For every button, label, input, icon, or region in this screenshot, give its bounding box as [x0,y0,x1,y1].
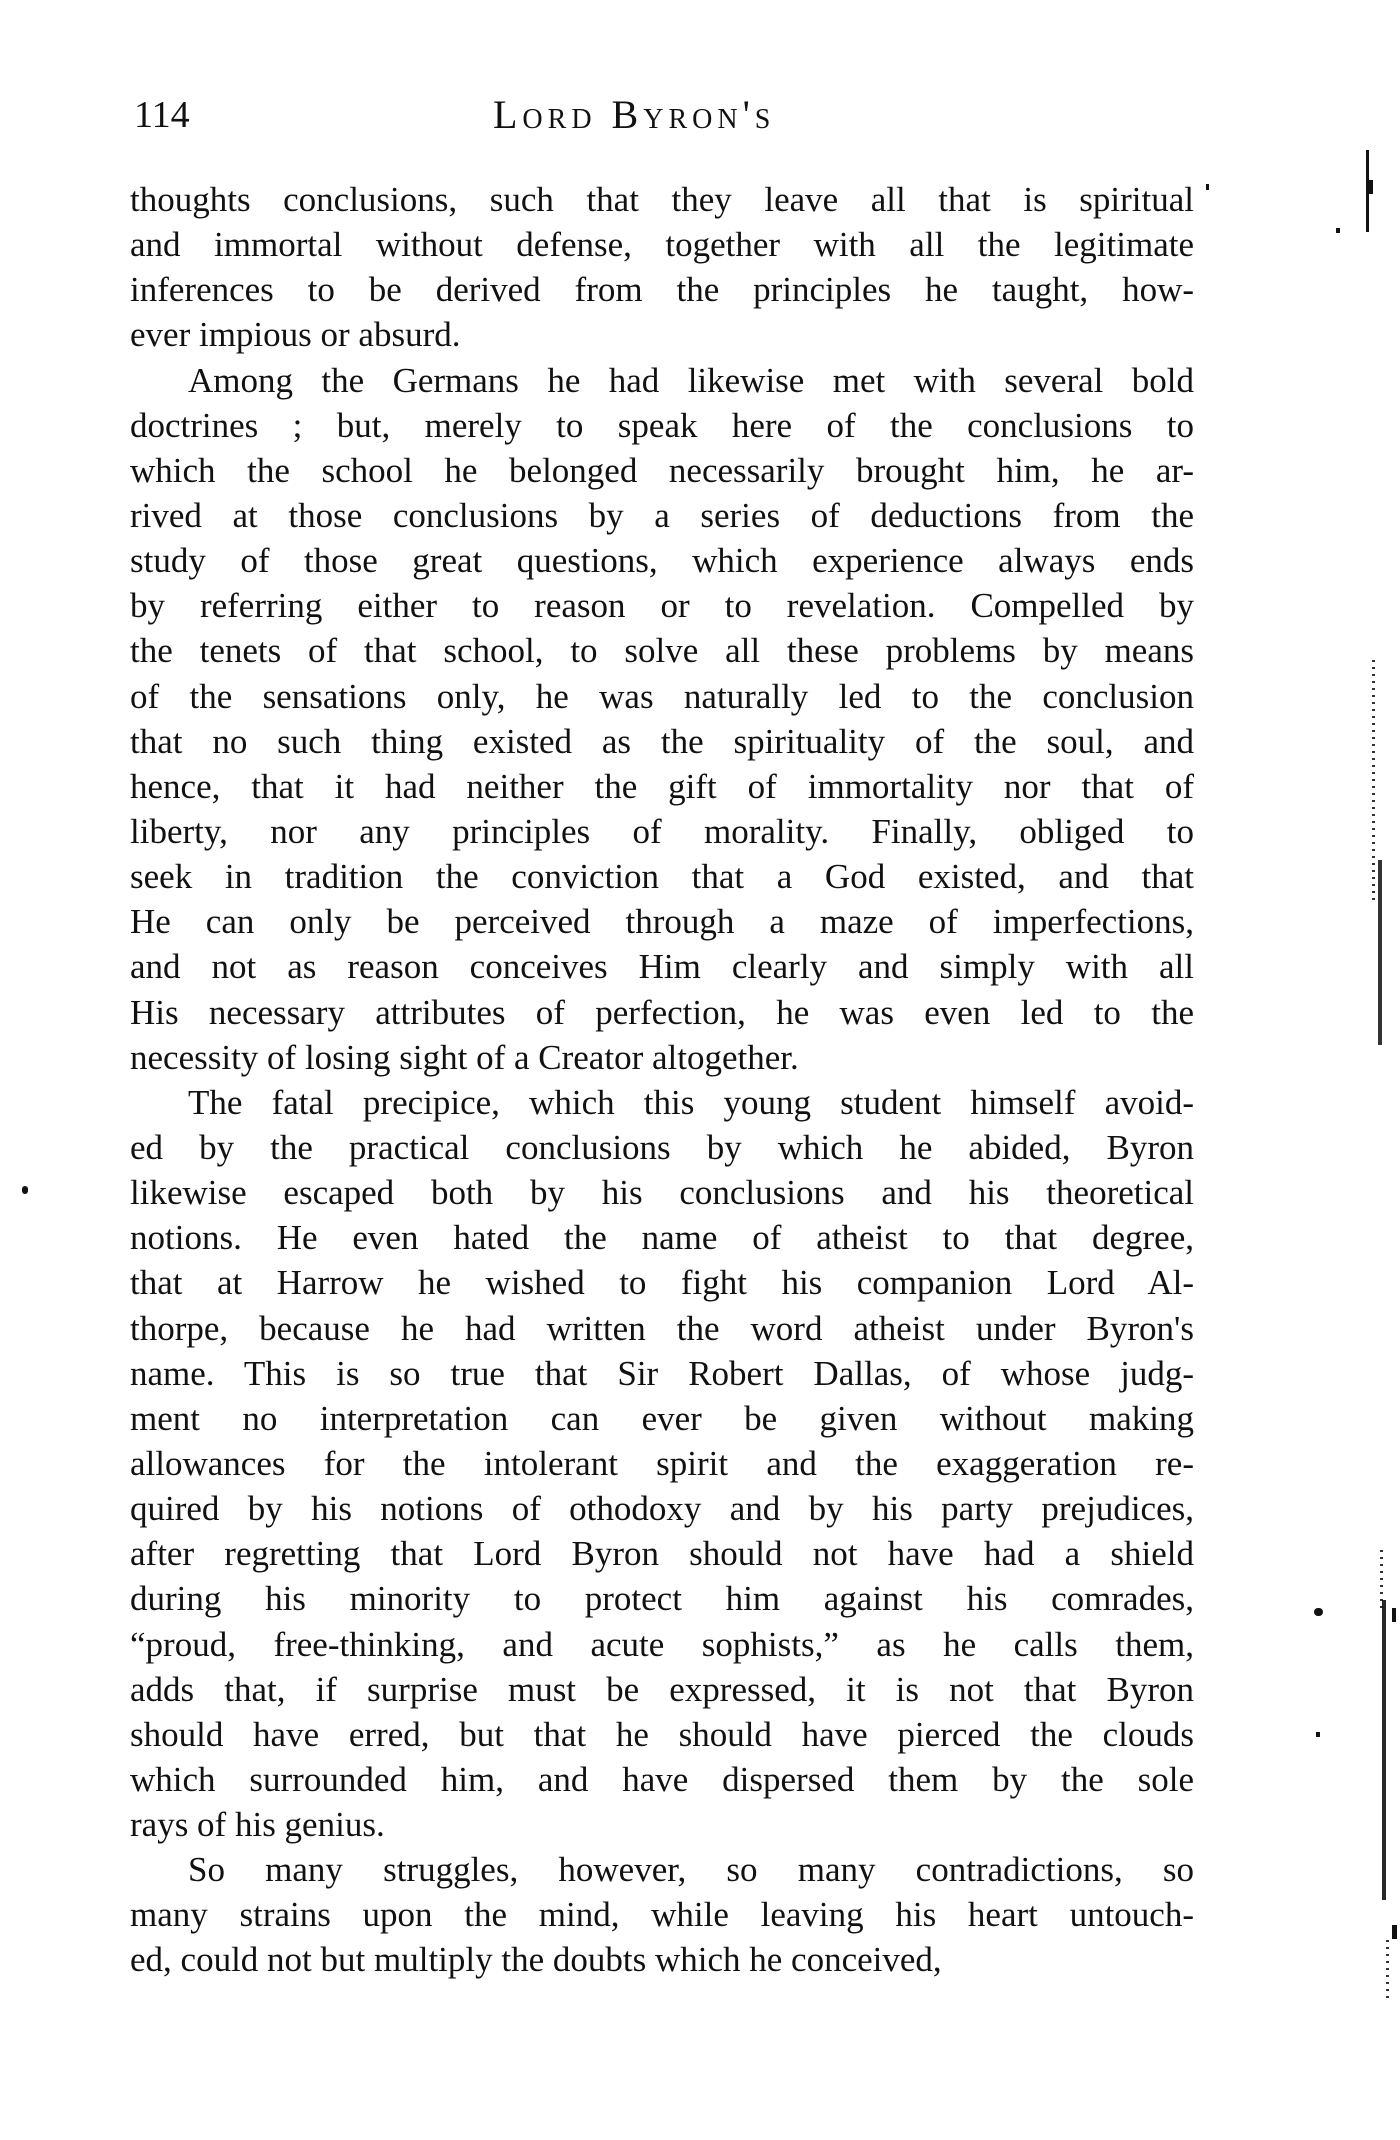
text-line: which the school he belonged necessarily brought him, he ar- [130,450,1194,490]
text-line: Among the Germans he had likewise met with several bold [188,360,1194,400]
text-line: adds that, if surprise must be expressed, it is not that Byron [130,1669,1194,1709]
scan-speck [1206,184,1209,190]
text-line: rived at those conclusions by a series of deductions from the [130,495,1194,535]
text-line: that at Harrow he wished to fight his companion Lord Al- [130,1263,1194,1303]
text-line: thoughts conclusions, such that they leave all that is spiritual [130,180,1194,219]
text-line: necessity of losing sight of a Creator altogether. [130,1037,799,1077]
scan-speck [1336,228,1340,233]
text-line: ed, could not but multiply the doubts which he conceived, [130,1940,942,1980]
text-line: seek in tradition the conviction that a God existed, and that [130,857,1194,897]
text-line: after regretting that Lord Byron should not have had a shield [130,1534,1194,1574]
text-line: “proud, free-thinking, and acute sophists,” as he calls them, [130,1624,1194,1664]
scan-speck [1316,1732,1320,1737]
text-line: doctrines ; but, merely to speak here of the conclusions to [130,405,1194,445]
text-line: rays of his genius. [130,1805,385,1845]
text-line: and immortal without defense, together with all the legitimate [130,225,1194,265]
text-line: name. This is so true that Sir Robert Dallas, of whose judg- [130,1353,1194,1393]
scan-edge-band [1382,1600,1386,1900]
text-line: notions. He even hated the name of atheist to that degree, [130,1218,1194,1258]
scan-speck [22,1186,28,1194]
text-line: the tenets of that school, to solve all these problems by means [130,631,1194,671]
text-line: ed by the practical conclusions by which he abided, Byron [130,1127,1194,1167]
text-line: thorpe, because he had written the word atheist under Byron's [130,1308,1194,1348]
page-number: 114 [134,94,190,136]
text-line: should have erred, but that he should have pierced the clouds [130,1714,1194,1754]
scan-edge-mark [1392,1925,1397,1939]
text-line: quired by his notions of othodoxy and by his party prejudices, [130,1489,1194,1529]
text-line: hence, that it had neither the gift of immortality nor that of [130,766,1194,806]
scan-edge-band [1378,860,1382,1045]
text-line: ment no interpretation can ever be given without making [130,1398,1194,1438]
text-line: that no such thing existed as the spirituality of the soul, and [130,721,1194,761]
scan-edge-line [1386,1940,1389,2000]
text-line: likewise escaped both by his conclusions and his theoretical [130,1173,1194,1213]
scan-edge-mark [1369,180,1373,194]
text-line: during his minority to protect him against his comrades, [130,1579,1194,1619]
text-line: study of those great questions, which experience always ends [130,541,1194,581]
text-line: He can only be perceived through a maze of imperfections, [130,902,1194,942]
text-line: which surrounded him, and have dispersed them by the sole [130,1759,1194,1799]
text-line: allowances for the intolerant spirit and the exaggeration re- [130,1443,1194,1483]
text-line: of the sensations only, he was naturally led to the conclusion [130,676,1194,716]
running-title: Lord Byron's [493,92,776,137]
text-line: many strains upon the mind, while leaving his heart untouch- [130,1895,1194,1935]
text-line: So many struggles, however, so many contradictions, so [188,1850,1194,1890]
text-line: The fatal precipice, which this young student himself avoid- [188,1082,1194,1122]
running-header [130,92,1194,138]
body-text [130,177,1194,1983]
text-line: His necessary attributes of perfection, he was even led to the [130,992,1194,1032]
scan-edge-mark [1392,1608,1396,1622]
text-line: and not as reason conceives Him clearly and simply with all [130,947,1194,987]
text-line: by referring either to reason or to revelation. Compelled by [130,586,1194,626]
text-line: liberty, nor any principles of morality. Finally, obliged to [130,811,1194,851]
text-line: ever impious or absurd. [130,315,461,355]
scan-edge-line [1372,660,1375,900]
scan-speck [1314,1608,1323,1616]
text-line: inferences to be derived from the principles he taught, how- [130,270,1194,310]
